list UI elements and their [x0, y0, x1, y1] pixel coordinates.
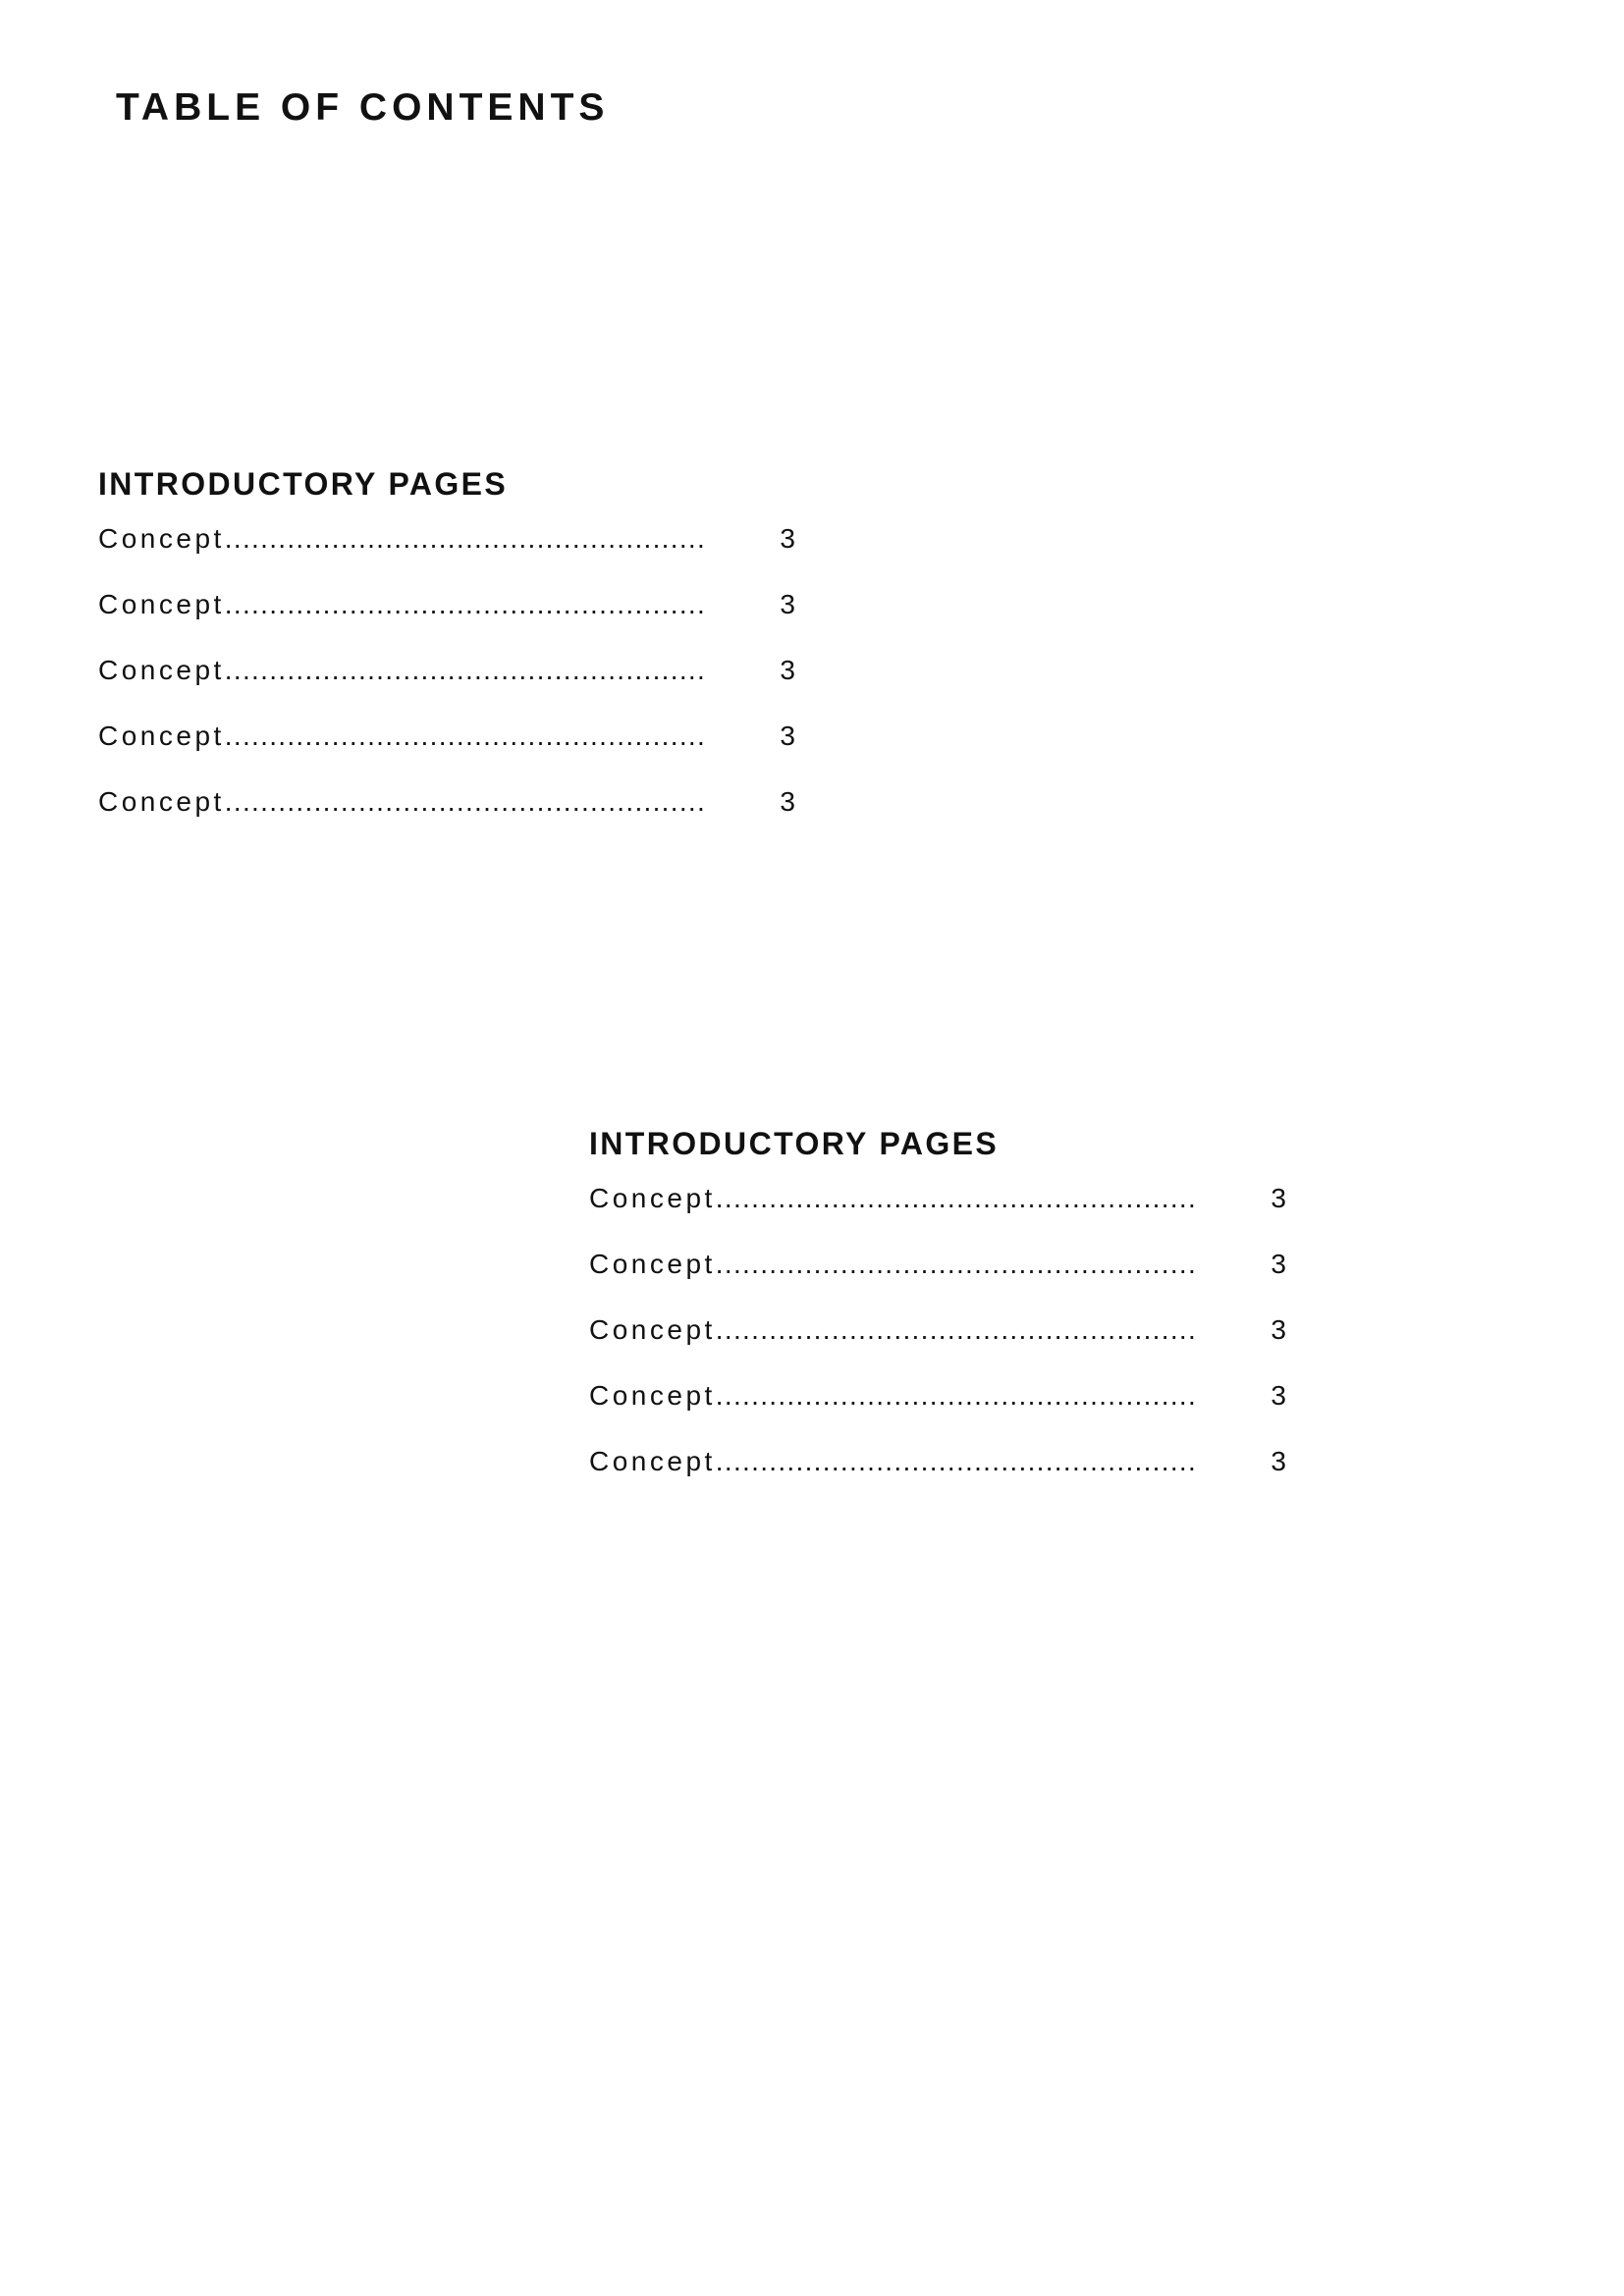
entry-label: Concept — [589, 1446, 716, 1476]
page-number: 3 — [1271, 1314, 1286, 1345]
page-number: 3 — [780, 721, 795, 751]
page-number: 3 — [780, 523, 795, 554]
toc-entry[interactable] — [98, 785, 795, 851]
dot-leader: ...................................................... — [224, 721, 707, 751]
entry-label: Concept — [589, 1183, 716, 1213]
dot-leader: ...................................................... — [224, 786, 707, 817]
dot-leader: ...................................................... — [715, 1446, 1198, 1476]
dot-leader: ...................................................... — [715, 1183, 1198, 1213]
entry-label: Concept — [589, 1249, 716, 1279]
entry-label: Concept — [98, 655, 225, 685]
toc-list — [98, 522, 795, 851]
entry-label: Concept — [98, 721, 225, 751]
dot-leader: ...................................................... — [715, 1314, 1198, 1345]
entry-label: Concept — [98, 589, 225, 619]
entry-label: Concept — [98, 786, 225, 817]
toc-entry[interactable] — [589, 1248, 1286, 1313]
toc-entry[interactable] — [98, 654, 795, 720]
dot-leader: ...................................................... — [715, 1380, 1198, 1411]
dot-leader: ...................................................... — [224, 655, 707, 685]
dot-leader: ...................................................... — [224, 589, 707, 619]
toc-entry[interactable] — [98, 522, 795, 588]
page-number: 3 — [1271, 1380, 1286, 1411]
section-heading: INTRODUCTORY PAGES — [98, 466, 509, 502]
dot-leader: ...................................................... — [224, 523, 707, 554]
page-number: 3 — [1271, 1446, 1286, 1476]
toc-list — [589, 1182, 1286, 1511]
toc-entry[interactable] — [589, 1182, 1286, 1248]
page-number: 3 — [780, 655, 795, 685]
entry-label: Concept — [589, 1380, 716, 1411]
page-number: 3 — [1271, 1249, 1286, 1279]
page-number: 3 — [780, 786, 795, 817]
toc-entry[interactable] — [589, 1313, 1286, 1379]
toc-section-introductory-pages-1 — [98, 463, 795, 851]
dot-leader: ...................................................... — [715, 1249, 1198, 1279]
page-number: 3 — [780, 589, 795, 619]
toc-section-introductory-pages-2 — [589, 1123, 1286, 1511]
section-heading: INTRODUCTORY PAGES — [589, 1126, 1000, 1161]
toc-entry[interactable] — [589, 1445, 1286, 1511]
toc-entry[interactable] — [98, 588, 795, 654]
page-title: TABLE OF CONTENTS — [116, 86, 610, 129]
toc-entry[interactable] — [589, 1379, 1286, 1445]
page-number: 3 — [1271, 1183, 1286, 1213]
entry-label: Concept — [589, 1314, 716, 1345]
entry-label: Concept — [98, 523, 225, 554]
toc-entry[interactable] — [98, 720, 795, 785]
